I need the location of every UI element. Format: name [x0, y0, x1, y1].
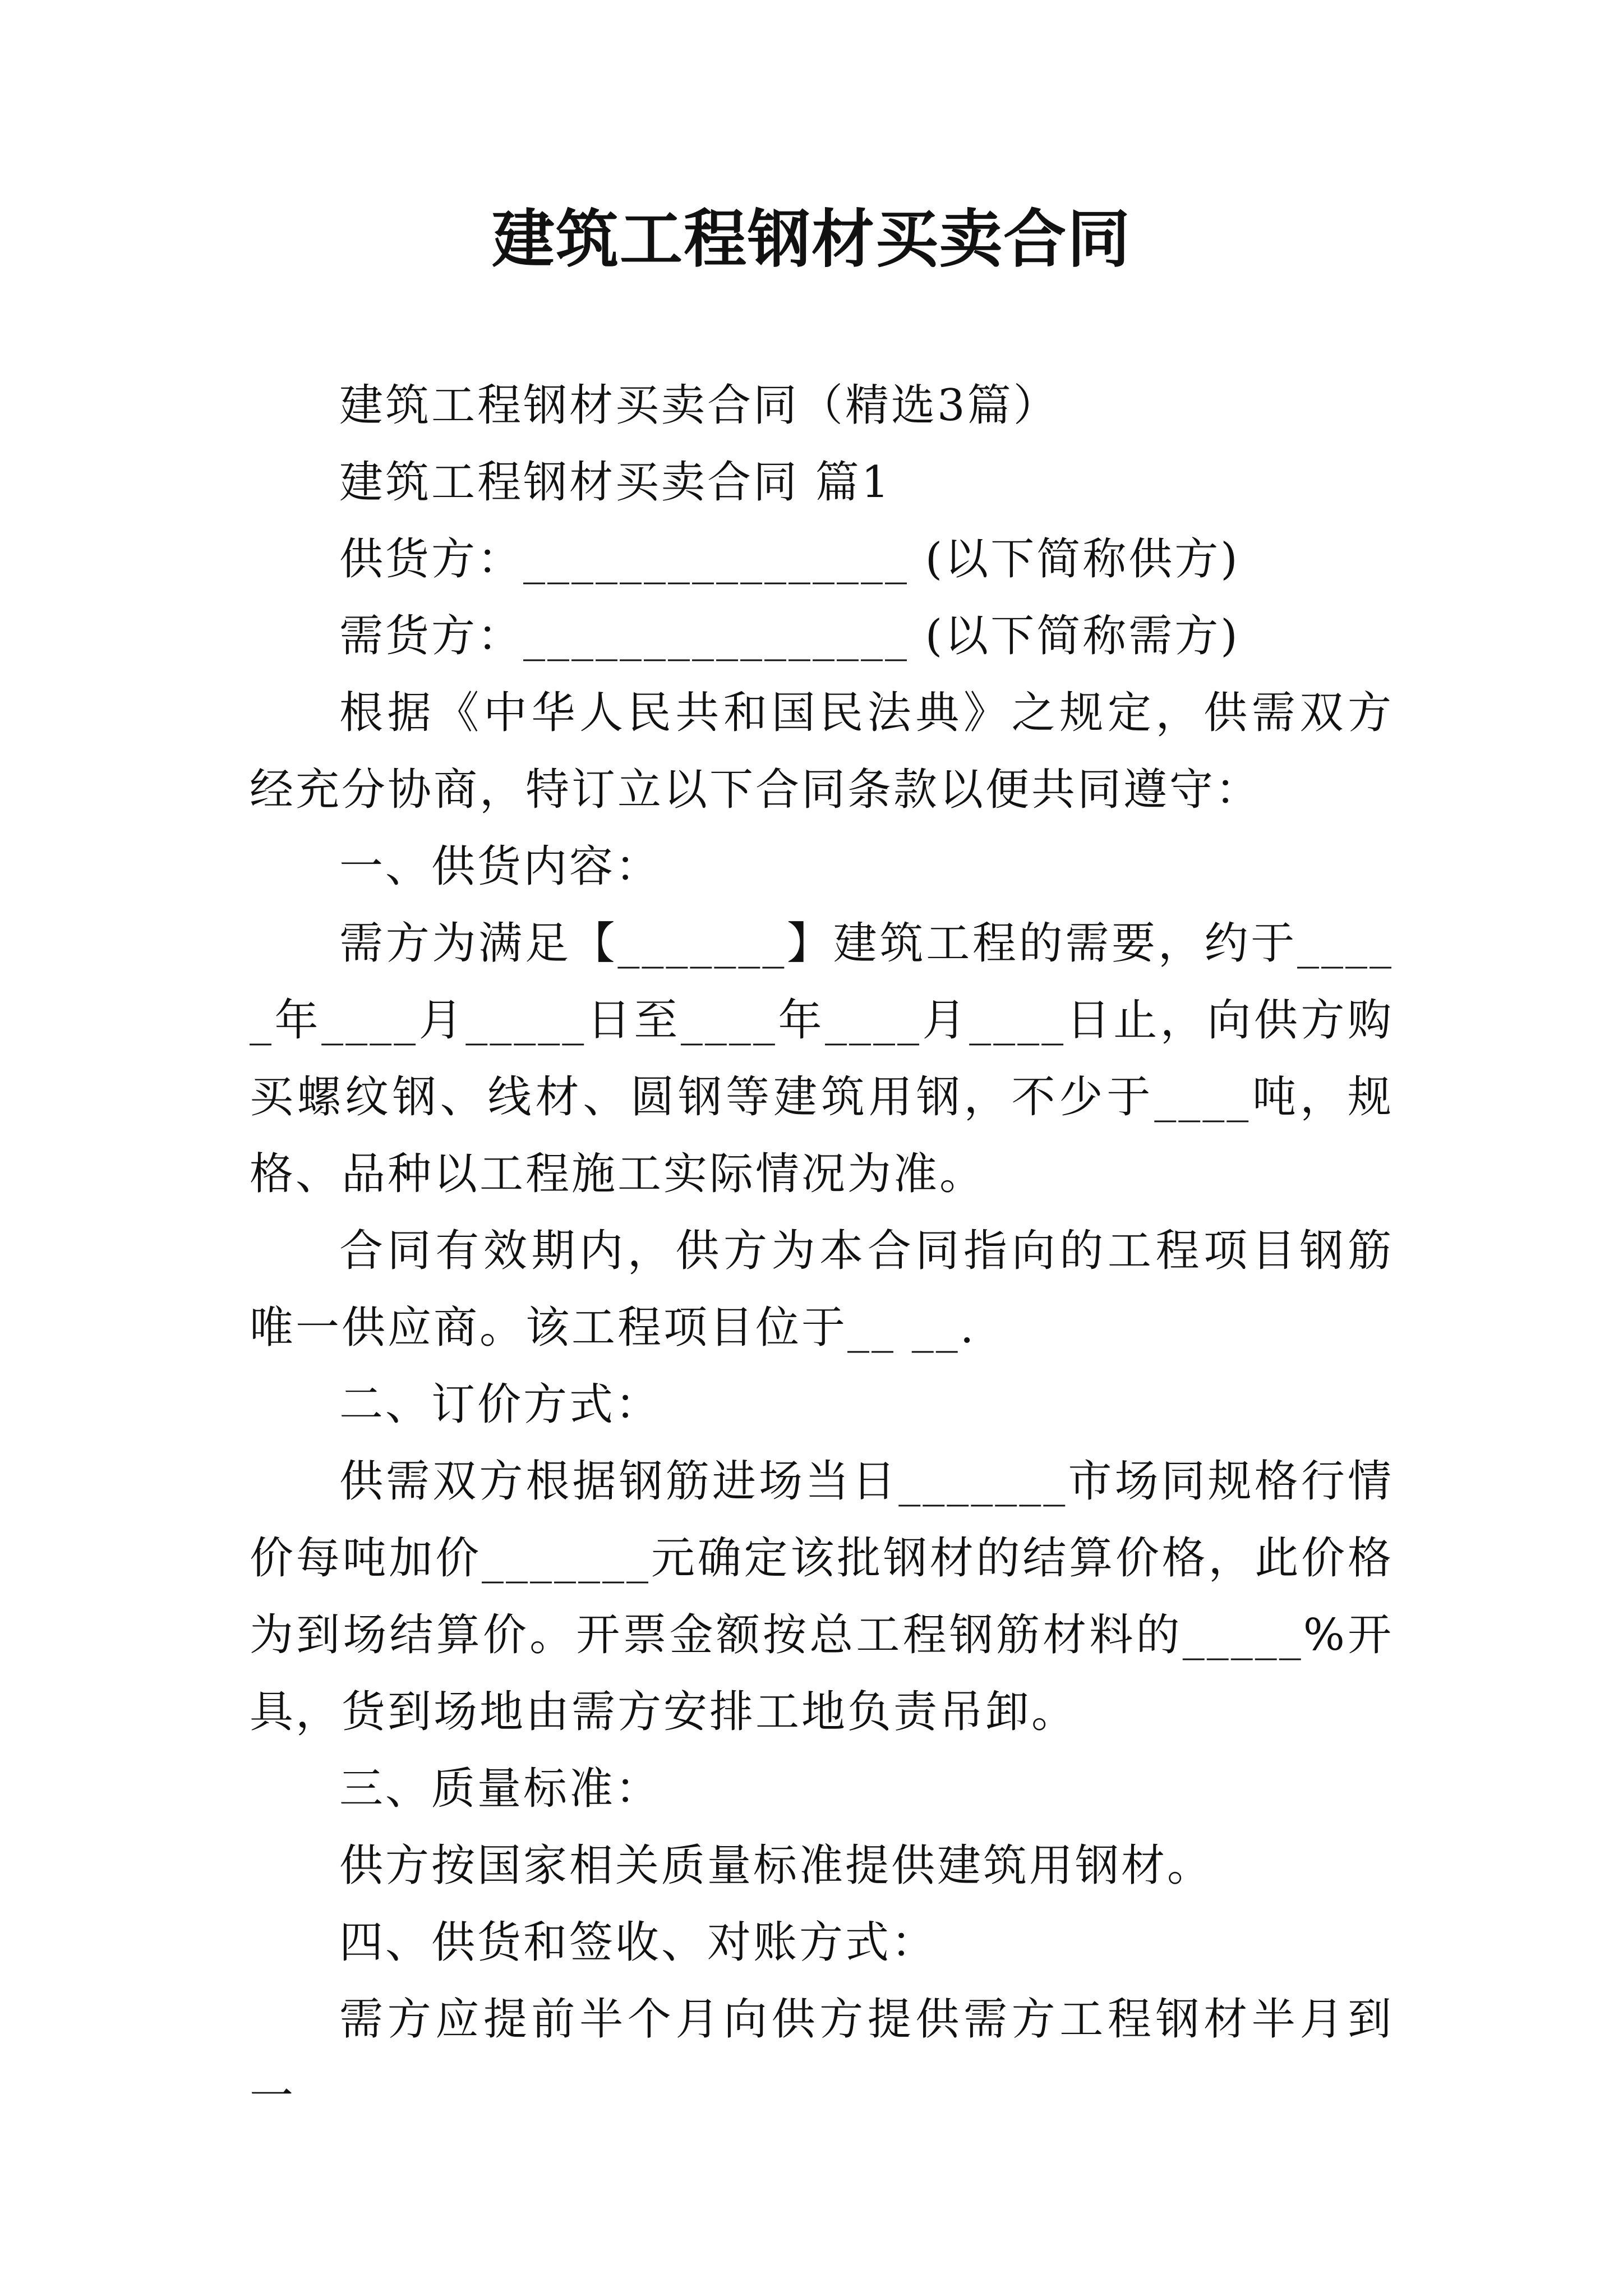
paragraph-subtitle: 建筑工程钢材买卖合同（精选3篇） — [339, 380, 1059, 431]
paragraph-section-heading: 建筑工程钢材买卖合同 篇1 — [339, 457, 892, 508]
paragraph-legal-basis: 根据《中华人民共和国民法典》之规定，供需双方经充分协商，特订立以下合同条款以便共同遵守： — [250, 688, 1394, 815]
paragraph-quality: 供方按国家相关质量标准提供建筑用钢材。 — [339, 1841, 1214, 1891]
document-body — [250, 367, 1394, 2135]
paragraph-heading-quality: 三、质量标准： — [339, 1764, 662, 1814]
paragraph-heading-delivery: 四、供货和签收、对账方式： — [339, 1917, 938, 1968]
paragraph-heading-supply-content: 一、供货内容： — [339, 841, 662, 892]
paragraph-buyer: 需货方：________________ (以下简称需方) — [339, 611, 1240, 661]
paragraph-delivery: 需方应提前半个月向供方提供需方工程钢材半月到一 — [250, 1994, 1394, 2122]
paragraph-sole-supplier: 合同有效期内，供方为本合同指向的工程项目钢筋唯一供应商。该工程项目位于__ __. — [250, 1226, 1394, 1353]
paragraph-supplier: 供货方：________________ (以下简称供方) — [339, 534, 1240, 585]
paragraph-pricing: 供需双方根据钢筋进场当日_______市场同规格行情价每吨加价_______元确定该批钢材的结算价格，此价格为到场结算价。开票金额按总工程钢筋材料的_____%开具，货到场地由需方安排工地负责吊卸。 — [250, 1456, 1394, 1737]
document-title: 建筑工程钢材买卖合同 — [492, 203, 1131, 276]
paragraph-supply-content: 需方为满足【_______】建筑工程的需要，约于_____年____月_____日至____年____月____日止，向供方购买螺纹钢、线材、圆钢等建筑用钢，不少于____吨，规格、品种以工程施工实际情况为准。 — [250, 918, 1394, 1199]
paragraph-heading-pricing: 二、订价方式： — [339, 1379, 662, 1430]
